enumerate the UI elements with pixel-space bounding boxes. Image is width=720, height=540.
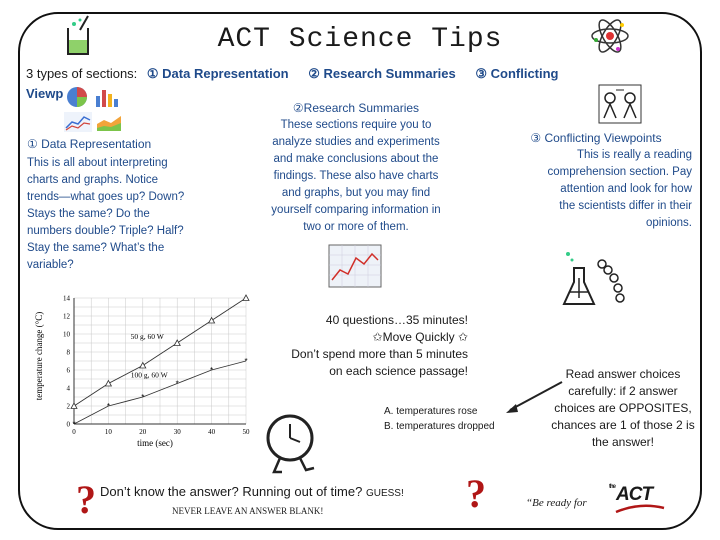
section-2-label: ② Research Summaries — [308, 66, 456, 81]
answer-choice-b: B. temperatures dropped — [384, 421, 495, 432]
tip-right-line: chances are 1 of those 2 is — [551, 418, 695, 432]
y-tick-label: 0 — [66, 420, 70, 429]
left-line: numbers double? Triple? Half? — [27, 225, 184, 237]
tip-right-line: Read answer choices — [565, 367, 681, 381]
middle-line: and make conclusions about the — [273, 153, 439, 165]
right-line: attention and look for how — [560, 183, 692, 195]
chart-x-axis-label: time (sec) — [137, 438, 173, 448]
line-graph-thumbnail — [328, 244, 382, 288]
tip-move-quickly: ✩Move Quickly ✩ — [372, 330, 468, 344]
middle-column — [250, 100, 462, 236]
sections-intro: 3 types of sections: — [26, 66, 138, 81]
answer-choices — [384, 404, 495, 434]
data-point — [105, 381, 111, 387]
x-tick-label: 50 — [242, 428, 250, 436]
sections-line — [26, 66, 559, 82]
data-point: * — [72, 420, 76, 429]
never-leave-blank: NEVER LEAVE AN ANSWER BLANK! — [172, 506, 324, 516]
middle-column-body — [250, 117, 462, 236]
middle-line: yourself comparing information in — [271, 204, 441, 216]
y-tick-label: 14 — [63, 294, 70, 303]
x-tick-label: 0 — [72, 428, 76, 436]
y-tick-label: 4 — [66, 384, 70, 393]
middle-line: and graphs, but you may find — [281, 187, 431, 199]
middle-line: analyze studies and experiments — [272, 136, 440, 148]
area-chart-icon — [96, 112, 122, 132]
tip-right-line: the answer! — [591, 435, 655, 449]
pie-chart-icon — [66, 86, 88, 108]
question-mark-left: ? — [76, 477, 96, 522]
act-logo-text: ACT — [616, 484, 653, 505]
right-line: the scientists differ in their — [559, 200, 692, 212]
chart-grid — [74, 298, 246, 424]
left-line: trends—what goes up? Down? — [27, 191, 185, 203]
left-line: Stays the same? Do the — [27, 208, 150, 220]
chart-y-axis-label: temperature change (°C) — [34, 311, 44, 401]
bottom-tip — [100, 484, 404, 499]
data-point — [209, 318, 215, 324]
atom-icon — [590, 16, 630, 56]
beaker-icon — [60, 14, 96, 58]
middle-line: These sections require you to — [280, 119, 432, 131]
question-mark-right: ? — [466, 471, 486, 516]
act-logo-swoosh — [614, 504, 666, 514]
tips-right — [540, 366, 706, 451]
y-tick-label: 2 — [66, 402, 70, 411]
tip-questions: 40 questions…35 minutes! — [325, 313, 468, 327]
y-tick-label: 10 — [63, 330, 70, 339]
left-column-body — [27, 155, 227, 274]
data-point: * — [175, 379, 179, 389]
right-column-body — [500, 147, 692, 232]
section-3-label-cont: Viewp — [26, 86, 64, 101]
bottom-tip-guess: GUESS! — [365, 488, 404, 499]
data-point: * — [141, 393, 145, 402]
tip-right-line: choices are OPPOSITES, — [554, 401, 692, 415]
data-point: * — [210, 366, 214, 375]
page-title: ACT Science Tips — [217, 24, 503, 55]
left-line: This is all about interpreting — [27, 157, 168, 169]
left-column-heading: ① Data Representation — [27, 137, 152, 151]
act-logo — [609, 484, 652, 506]
tip-right-line: carefully: if 2 answer — [568, 384, 678, 398]
left-line: variable? — [27, 259, 74, 271]
left-line: Stay the same? What’s the — [27, 242, 165, 254]
right-line: opinions. — [645, 217, 692, 229]
x-tick-label: 20 — [139, 428, 147, 436]
scientists-debate-icon — [598, 84, 642, 124]
right-line: comprehension section. Pay — [547, 166, 692, 178]
tip-spend: Don’t spend more than 5 minutes — [291, 347, 468, 361]
section-1-label: ① Data Representation — [146, 66, 289, 81]
act-logo-prefix: the — [609, 484, 615, 490]
running-clock-icon — [262, 412, 322, 476]
middle-line: findings. These also have charts — [273, 170, 439, 182]
left-line: charts and graphs. Notice — [27, 174, 159, 186]
line-chart-icon — [64, 112, 92, 132]
answer-choice-a: A. temperatures rose — [384, 406, 478, 417]
series-label: 100 g, 60 W — [130, 370, 168, 380]
data-point: * — [244, 357, 248, 366]
data-point: * — [106, 402, 110, 411]
left-column — [27, 136, 227, 274]
tips-center — [262, 312, 468, 380]
tip-passage: on each science passage! — [329, 364, 468, 378]
right-column — [500, 130, 692, 232]
y-tick-label: 8 — [66, 348, 70, 357]
lab-flask-icon — [560, 248, 630, 310]
right-line: This is really a reading — [576, 149, 692, 161]
x-tick-label: 30 — [173, 428, 181, 436]
bottom-tip-main: Don’t know the answer? Running out of time? — [100, 484, 363, 499]
x-tick-label: 10 — [104, 428, 112, 436]
series-label: 50 g, 60 W — [130, 332, 164, 341]
be-ready-text: “Be ready for — [526, 497, 587, 509]
x-tick-label: 40 — [208, 428, 216, 436]
middle-line: two or more of them. — [303, 221, 409, 233]
bar-chart-icon — [94, 86, 120, 108]
temperature-chart — [30, 286, 260, 450]
section-3-label: ③ Conflicting — [475, 66, 559, 81]
right-column-heading: ③ Conflicting Viewpoints — [530, 131, 662, 145]
data-point — [140, 363, 146, 369]
middle-column-heading: ②Research Summaries — [292, 101, 420, 115]
y-tick-label: 12 — [63, 312, 70, 321]
y-tick-label: 6 — [66, 366, 70, 375]
